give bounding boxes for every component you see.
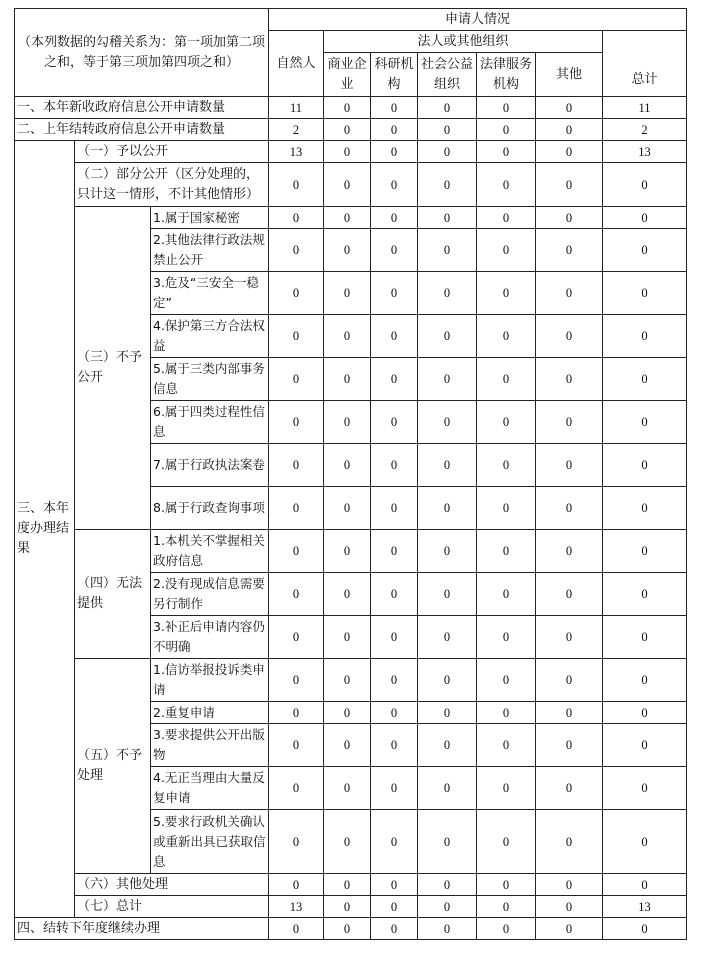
table-cell: 0: [536, 141, 603, 163]
table-cell: 0: [418, 896, 477, 918]
table-cell: 0: [536, 487, 603, 530]
gov-info-request-table: [14, 8, 687, 940]
table-cell: 0: [371, 358, 418, 401]
legal-group-header: 法人或其他组织: [324, 31, 603, 53]
row-label-carry-forward: 四、结转下年度继续办理: [15, 918, 269, 940]
table-cell: 0: [269, 616, 324, 659]
table-cell: 0: [536, 119, 603, 141]
table-row: [15, 163, 687, 207]
sub-row-label: 1.信访举报投诉类申请: [151, 659, 269, 702]
table-cell: 0: [324, 918, 371, 940]
table-cell: 0: [324, 874, 371, 896]
table-cell: 0: [418, 97, 477, 119]
table-cell: 0: [603, 724, 687, 767]
sub-row-label: 1.属于国家秘密: [151, 207, 269, 229]
table-cell: 0: [418, 444, 477, 487]
table-cell: 0: [536, 724, 603, 767]
table-cell: 0: [603, 487, 687, 530]
table-row: [15, 207, 687, 229]
sub-row-label: 5.属于三类内部事务信息: [151, 358, 269, 401]
table-cell: 0: [269, 401, 324, 444]
table-cell: 0: [536, 272, 603, 315]
table-cell: 0: [269, 444, 324, 487]
table-cell: 0: [536, 918, 603, 940]
column-relation-note: （本列数据的勾稽关系为：第一项加第二项之和，等于第三项加第四项之和）: [15, 9, 269, 97]
table-cell: 0: [418, 358, 477, 401]
table-cell: 0: [536, 530, 603, 573]
table-cell: 0: [371, 163, 418, 207]
table-cell: 0: [371, 724, 418, 767]
table-cell: 0: [536, 810, 603, 874]
table-cell: 0: [371, 659, 418, 702]
table-cell: 0: [477, 659, 536, 702]
table-cell: 0: [536, 659, 603, 702]
table-cell: 0: [418, 401, 477, 444]
commercial-header: 商业企业: [324, 53, 371, 97]
table-cell: 0: [603, 874, 687, 896]
table-cell: 0: [418, 702, 477, 724]
table-cell: 0: [477, 896, 536, 918]
table-cell: 0: [536, 229, 603, 272]
table-cell: 0: [536, 573, 603, 616]
table-cell: 0: [603, 444, 687, 487]
other-header: 其他: [536, 53, 603, 97]
sub-row-label: 4.保护第三方合法权益: [151, 315, 269, 358]
table-cell: 0: [324, 358, 371, 401]
table-cell: 0: [418, 141, 477, 163]
table-cell: 0: [418, 810, 477, 874]
total-header: 总计: [603, 31, 687, 97]
table-row: [15, 141, 687, 163]
table-cell: 0: [371, 767, 418, 810]
sub-row-label: 2.没有现成信息需要另行制作: [151, 573, 269, 616]
table-cell: 0: [603, 358, 687, 401]
table-cell: 0: [477, 315, 536, 358]
table-cell: 0: [603, 767, 687, 810]
row-label-other-processing: （六）其他处理: [75, 874, 269, 896]
group-label-not-processed: （五）不予处理: [75, 659, 151, 874]
table-cell: 0: [324, 272, 371, 315]
table-cell: 0: [269, 530, 324, 573]
table-cell: 0: [418, 918, 477, 940]
table-cell: 0: [536, 616, 603, 659]
sub-row-label: 4.无正当理由大量反复申请: [151, 767, 269, 810]
table-cell: 0: [269, 702, 324, 724]
table-cell: 0: [603, 616, 687, 659]
table-cell: 2: [603, 119, 687, 141]
table-cell: 0: [269, 918, 324, 940]
row-label-subtotal: （七）总计: [75, 896, 269, 918]
row-label-disclose: （一）予以公开: [75, 141, 269, 163]
table-cell: 0: [371, 530, 418, 573]
table-cell: 0: [536, 874, 603, 896]
table-cell: 0: [603, 530, 687, 573]
table-cell: 11: [269, 97, 324, 119]
table-cell: 0: [324, 163, 371, 207]
table-cell: 0: [418, 272, 477, 315]
table-cell: 0: [269, 272, 324, 315]
table-cell: 0: [536, 207, 603, 229]
table-cell: 0: [418, 767, 477, 810]
table-cell: 0: [269, 358, 324, 401]
table-cell: 13: [269, 896, 324, 918]
table-row: [15, 896, 687, 918]
table-cell: 0: [269, 810, 324, 874]
table-cell: 0: [371, 874, 418, 896]
row-label-new-requests: 一、本年新收政府信息公开申请数量: [15, 97, 269, 119]
sub-row-label: 3.补正后申请内容仍不明确: [151, 616, 269, 659]
table-cell: 0: [324, 810, 371, 874]
table-cell: 0: [477, 810, 536, 874]
row-label-partial: （二）部分公开（区分处理的，只计这一情形，不计其他情形）: [75, 163, 269, 207]
table-cell: 0: [418, 315, 477, 358]
table-cell: 0: [477, 702, 536, 724]
table-cell: 0: [371, 119, 418, 141]
legal-service-header: 法律服务机构: [477, 53, 536, 97]
table-cell: 0: [371, 229, 418, 272]
table-cell: 0: [477, 724, 536, 767]
table-cell: 0: [371, 616, 418, 659]
table-row: [15, 119, 687, 141]
sub-row-label: 3.危及“三安全一稳定”: [151, 272, 269, 315]
table-cell: 0: [324, 767, 371, 810]
table-cell: 0: [371, 401, 418, 444]
table-cell: 0: [371, 896, 418, 918]
table-cell: 0: [477, 918, 536, 940]
sub-row-label: 7.属于行政执法案卷: [151, 444, 269, 487]
table-cell: 0: [324, 119, 371, 141]
sub-row-label: 2.重复申请: [151, 702, 269, 724]
table-cell: 0: [536, 163, 603, 207]
table-cell: 0: [324, 616, 371, 659]
table-cell: 0: [536, 444, 603, 487]
table-cell: 0: [324, 141, 371, 163]
table-cell: 0: [603, 229, 687, 272]
table-cell: 0: [477, 163, 536, 207]
table-cell: 0: [536, 97, 603, 119]
table-row: [15, 918, 687, 940]
table-cell: 13: [603, 141, 687, 163]
table-cell: 0: [371, 918, 418, 940]
table-cell: 0: [269, 573, 324, 616]
table-cell: 0: [477, 119, 536, 141]
table-cell: 0: [324, 724, 371, 767]
table-cell: 0: [477, 229, 536, 272]
table-cell: 0: [477, 487, 536, 530]
table-cell: 0: [536, 767, 603, 810]
table-cell: 0: [269, 229, 324, 272]
sub-row-label: 3.要求提供公开出版物: [151, 724, 269, 767]
table-cell: 0: [269, 659, 324, 702]
table-cell: 0: [324, 487, 371, 530]
table-cell: 0: [477, 207, 536, 229]
table-cell: 0: [603, 163, 687, 207]
table-cell: 0: [418, 659, 477, 702]
table-cell: 0: [418, 530, 477, 573]
table-cell: 0: [269, 767, 324, 810]
table-cell: 0: [269, 207, 324, 229]
table-cell: 13: [269, 141, 324, 163]
table-cell: 0: [536, 315, 603, 358]
table-row: [15, 874, 687, 896]
group-label-cannot-provide: （四）无法提供: [75, 530, 151, 659]
table-cell: 0: [324, 97, 371, 119]
table-cell: 0: [603, 272, 687, 315]
table-cell: 0: [324, 573, 371, 616]
table-cell: 0: [418, 163, 477, 207]
table-cell: 0: [371, 141, 418, 163]
table-cell: 0: [371, 573, 418, 616]
table-cell: 0: [324, 530, 371, 573]
table-cell: 0: [269, 315, 324, 358]
table-cell: 0: [324, 207, 371, 229]
table-cell: 0: [477, 97, 536, 119]
table-cell: 0: [477, 272, 536, 315]
sub-row-label: 5.要求行政机关确认或重新出具已获取信息: [151, 810, 269, 874]
social-header: 社会公益组织: [418, 53, 477, 97]
table-row: [15, 530, 687, 573]
table-cell: 0: [324, 896, 371, 918]
table-cell: 0: [269, 724, 324, 767]
table-cell: 0: [324, 315, 371, 358]
table-cell: 0: [536, 401, 603, 444]
table-cell: 0: [418, 573, 477, 616]
table-cell: 0: [371, 487, 418, 530]
table-cell: 0: [603, 401, 687, 444]
table-cell: 0: [324, 229, 371, 272]
table-row: [15, 97, 687, 119]
table-cell: 0: [477, 141, 536, 163]
table-cell: 0: [371, 272, 418, 315]
table-cell: 0: [371, 444, 418, 487]
table-cell: 0: [371, 810, 418, 874]
table-cell: 0: [477, 573, 536, 616]
table-cell: 2: [269, 119, 324, 141]
table-cell: 0: [269, 874, 324, 896]
table-cell: 0: [371, 207, 418, 229]
table-cell: 11: [603, 97, 687, 119]
table-cell: 0: [603, 315, 687, 358]
table-cell: 0: [371, 315, 418, 358]
table-cell: 0: [477, 874, 536, 896]
table-cell: 0: [269, 487, 324, 530]
table-cell: 0: [418, 487, 477, 530]
row-label-carried-over: 二、上年结转政府信息公开申请数量: [15, 119, 269, 141]
table-cell: 0: [536, 896, 603, 918]
table-cell: 0: [269, 163, 324, 207]
table-cell: 0: [477, 444, 536, 487]
table-cell: 0: [477, 358, 536, 401]
table-cell: 0: [371, 702, 418, 724]
table-cell: 0: [418, 616, 477, 659]
table-cell: 0: [603, 702, 687, 724]
applicant-header: 申请人情况: [269, 9, 687, 31]
table-cell: 0: [603, 810, 687, 874]
natural-person-header: 自然人: [269, 31, 324, 97]
table-cell: 0: [603, 659, 687, 702]
table-cell: 0: [324, 702, 371, 724]
table-cell: 0: [477, 616, 536, 659]
table-cell: 0: [324, 659, 371, 702]
sub-row-label: 2.其他法律行政法规禁止公开: [151, 229, 269, 272]
group-label-not-disclose: （三）不予公开: [75, 207, 151, 530]
research-header: 科研机构: [371, 53, 418, 97]
table-cell: 0: [603, 918, 687, 940]
table-cell: 0: [477, 401, 536, 444]
table-cell: 0: [477, 530, 536, 573]
sub-row-label: 1.本机关不掌握相关政府信息: [151, 530, 269, 573]
table-cell: 0: [418, 207, 477, 229]
sub-row-label: 8.属于行政查询事项: [151, 487, 269, 530]
sub-row-label: 6.属于四类过程性信息: [151, 401, 269, 444]
table-cell: 0: [603, 207, 687, 229]
table-cell: 13: [603, 896, 687, 918]
table-cell: 0: [418, 724, 477, 767]
table-cell: 0: [324, 444, 371, 487]
table-cell: 0: [477, 767, 536, 810]
table-cell: 0: [371, 97, 418, 119]
table-cell: 0: [536, 702, 603, 724]
table-cell: 0: [603, 573, 687, 616]
table-row: [15, 659, 687, 702]
table-cell: 0: [324, 401, 371, 444]
table-cell: 0: [418, 229, 477, 272]
results-section-label: 三、本年度办理结果: [15, 141, 75, 918]
table-cell: 0: [418, 874, 477, 896]
table-cell: 0: [418, 119, 477, 141]
table-cell: 0: [536, 358, 603, 401]
